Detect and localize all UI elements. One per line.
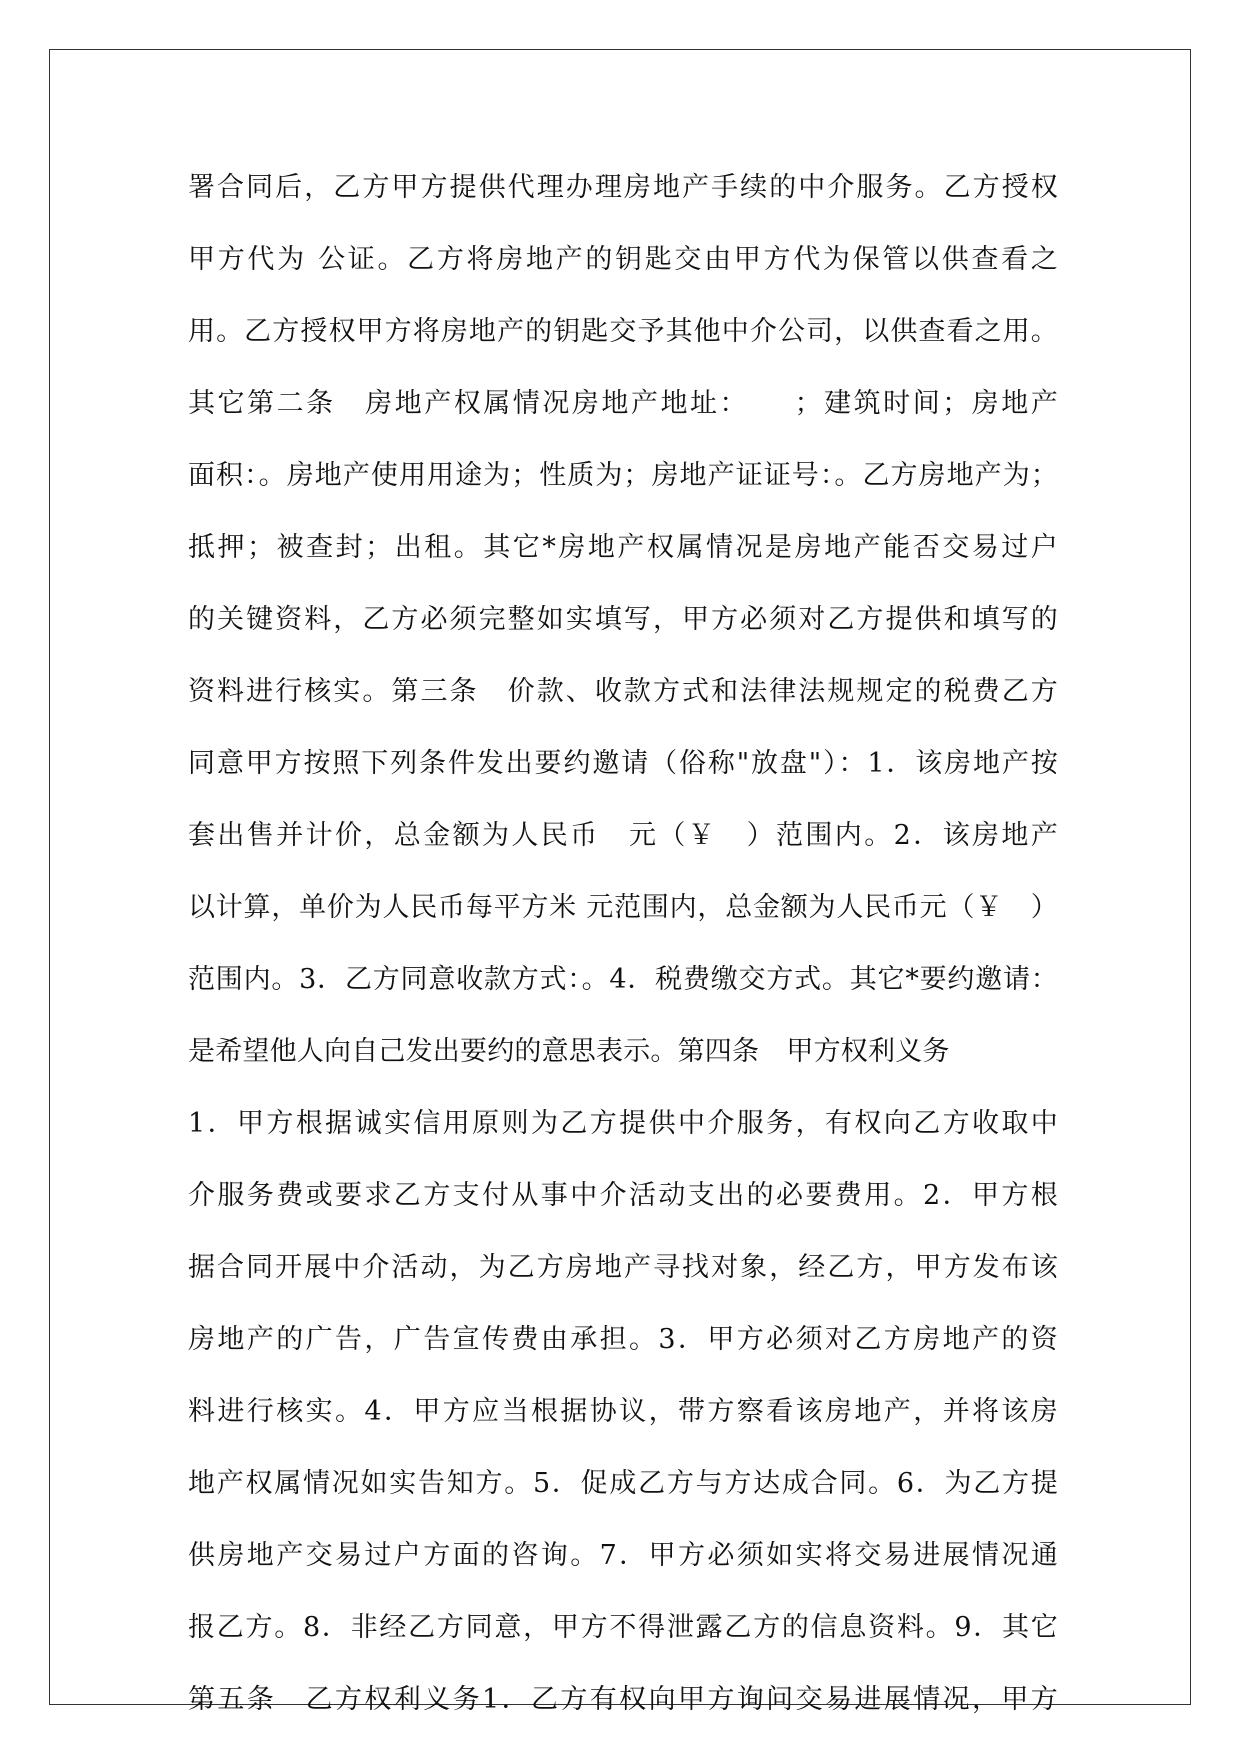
text-line: 的关键资料，乙方必须完整如实填写，甲方必须对乙方提供和填写的 — [188, 604, 1058, 635]
text-line: 第五条 乙方权利义务1．乙方有权向甲方询问交易进展情况，甲方 — [188, 1684, 1058, 1715]
text-line: 同意甲方按照下列条件发出要约邀请（俗称"放盘"）：1．该房地产按 — [188, 748, 1058, 779]
text-line: 套出售并计价，总金额为人民币 元（￥ ）范围内。2．该房地产 — [188, 820, 1058, 851]
text-line: 供房地产交易过户方面的咨询。7．甲方必须如实将交易进展情况通 — [188, 1540, 1058, 1571]
text-line: 料进行核实。4．甲方应当根据协议，带方察看该房地产，并将该房 — [188, 1396, 1058, 1427]
text-line: 用。乙方授权甲方将房地产的钥匙交予其他中介公司，以供查看之用。 — [188, 316, 1058, 347]
text-line: 是希望他人向自己发出要约的意思表示。第四条 甲方权利义务 — [188, 1036, 950, 1067]
text-line: 甲方代为 公证。乙方将房地产的钥匙交由甲方代为保管以供查看之 — [188, 244, 1058, 275]
text-line: 以计算，单价为人民币每平方米 元范围内，总金额为人民币元（￥ ） — [188, 892, 1058, 923]
text-line: 1．甲方根据诚实信用原则为乙方提供中介服务，有权向乙方收取中 — [188, 1108, 1058, 1139]
text-line: 署合同后，乙方甲方提供代理办理房地产手续的中介服务。乙方授权 — [188, 172, 1058, 203]
text-line: 范围内。3．乙方同意收款方式：。4．税费缴交方式。其它*要约邀请： — [188, 964, 1058, 995]
text-line: 资料进行核实。第三条 价款、收款方式和法律法规规定的税费乙方 — [188, 676, 1058, 707]
contract-body — [188, 160, 1058, 1744]
text-line: 地产权属情况如实告知方。5．促成乙方与方达成合同。6．为乙方提 — [188, 1468, 1058, 1499]
text-line: 据合同开展中介活动，为乙方房地产寻找对象，经乙方，甲方发布该 — [188, 1252, 1058, 1283]
text-line: 房地产的广告，广告宣传费由承担。3．甲方必须对乙方房地产的资 — [188, 1324, 1058, 1355]
text-line: 面积：。房地产使用用途为；性质为；房地产证证号：。乙方房地产为； — [188, 460, 1058, 491]
text-line: 介服务费或要求乙方支付从事中介活动支出的必要费用。2．甲方根 — [188, 1180, 1058, 1211]
text-line: 抵押；被查封；出租。其它*房地产权属情况是房地产能否交易过户 — [188, 532, 1058, 563]
text-line: 报乙方。8．非经乙方同意，甲方不得泄露乙方的信息资料。9．其它 — [188, 1612, 1058, 1643]
text-line: 其它第二条 房地产权属情况房地产地址： ；建筑时间；房地产 — [188, 388, 1058, 419]
